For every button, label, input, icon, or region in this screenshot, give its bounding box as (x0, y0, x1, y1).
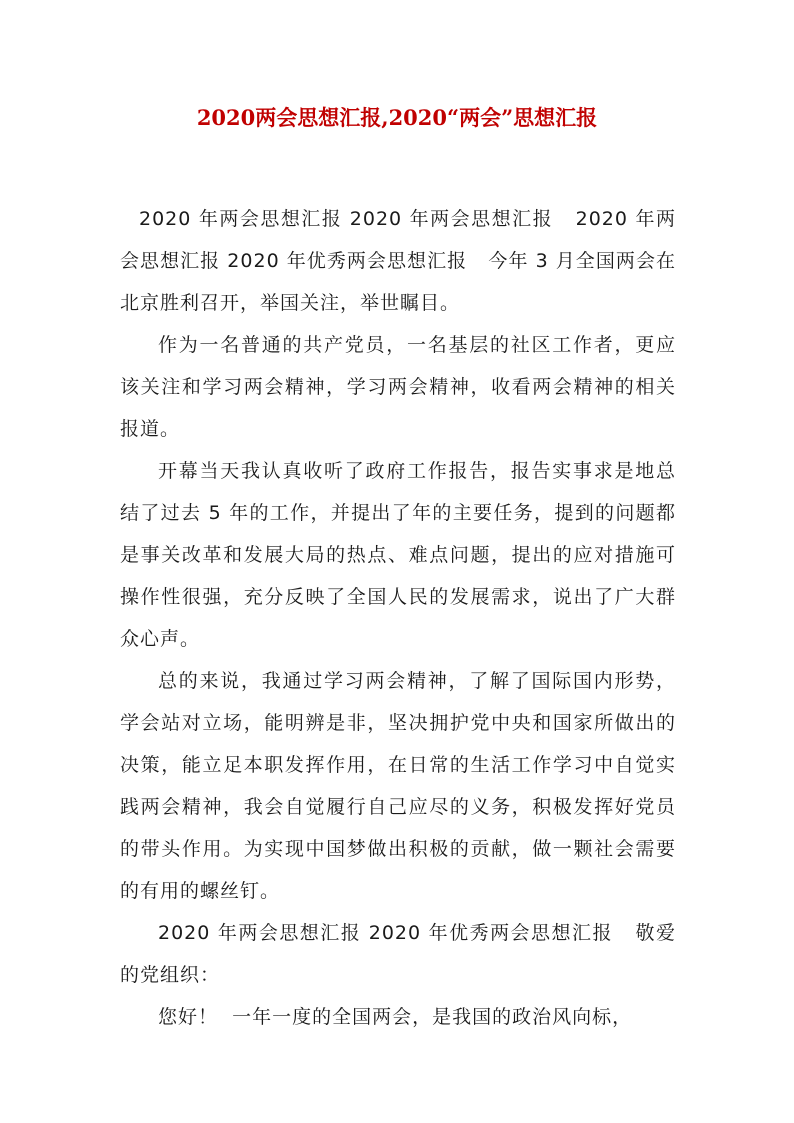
document-title: 2020两会思想汇报,2020“两会”思想汇报 (196, 105, 598, 130)
paragraph-intro: 2020 年两会思想汇报 2020 年两会思想汇报 2020 年两会思想汇报 2020 年优秀两会思想汇报 今年 3 月全国两会在北京胜利召开，举国关注，举世瞩目。 (120, 208, 676, 314)
paragraph-summary: 总的来说，我通过学习两会精神，了解了国际国内形势，学会站对立场，能明辨是非，坚决拥护党中央和国家所做出的决策，能立足本职发挥作用，在日常的生活工作学习中自觉实践两会精神，我会自觉履行自己应尽的义务，积极发挥好党员的带头作用。为实现中国梦做出积极的贡献，做一颗社会需要的有用的螺丝钉。 (120, 670, 676, 902)
document-body (120, 198, 676, 1038)
paragraph-second-report-heading: 2020 年两会思想汇报 2020 年优秀两会思想汇报 敬爱的党组织： (120, 922, 676, 986)
paragraph-opening-day: 开幕当天我认真收听了政府工作报告，报告实事求是地总结了过去 5 年的工作，并提出了年的主要任务，提到的问题都是事关改革和发展大局的热点、难点问题，提出的应对措施可操作性很强，充分反映了全国人民的发展需求，说出了广大群众心声。 (120, 460, 676, 650)
paragraph-party-member: 作为一名普通的共产党员，一名基层的社区工作者，更应该关注和学习两会精神，学习两会精神，收看两会精神的相关报道。 (120, 334, 676, 440)
paragraph-greeting: 您好！ 一年一度的全国两会，是我国的政治风向标， (158, 1006, 633, 1028)
